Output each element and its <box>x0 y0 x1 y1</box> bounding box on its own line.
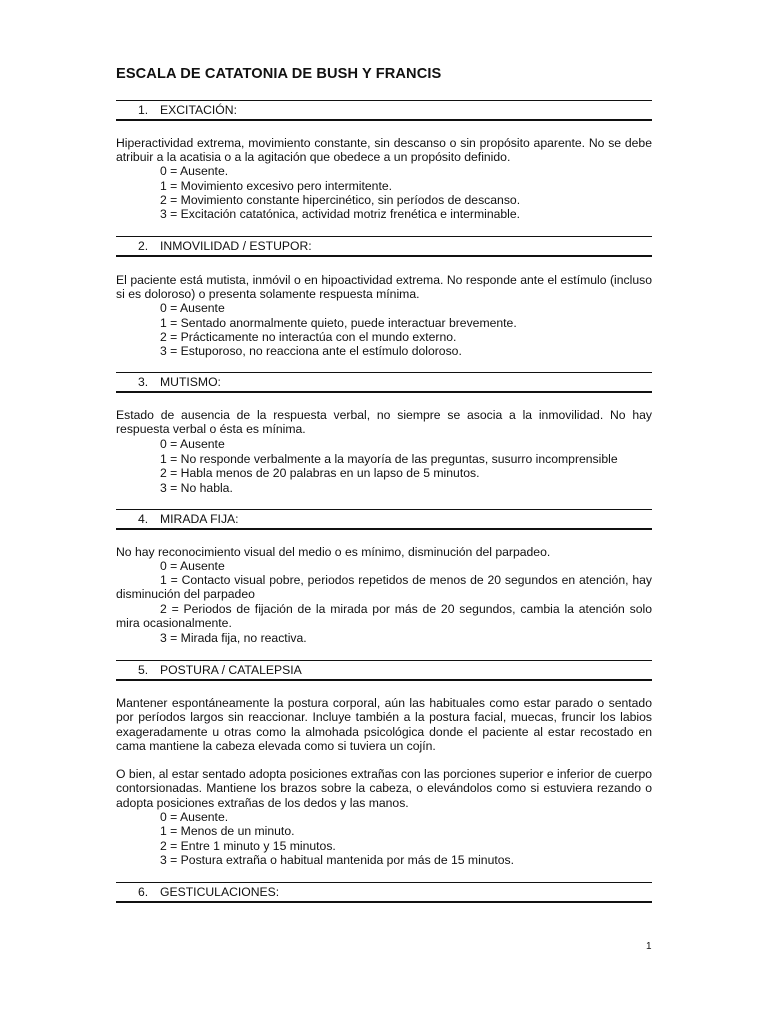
score-option: 0 = Ausente <box>160 301 225 315</box>
section-name: GESTICULACIONES: <box>160 885 280 899</box>
score-option: 3 = Estuporoso, no reacciona ante el estímulo doloroso. <box>160 344 462 358</box>
score-option: 0 = Ausente <box>160 559 225 573</box>
section-description: El paciente está mutista, inmóvil o en hipoactividad extrema. No responde ante el estímulo (incluso si es doloroso) o presenta solamente respuesta mínima. <box>116 273 652 302</box>
score-option: 2 = Periodos de fijación de la mirada por más de 20 segundos, cambia la atención solo mira ocasionalmente. <box>116 602 652 631</box>
score-option: 1 = Sentado anormalmente quieto, puede interactuar brevemente. <box>160 316 517 330</box>
section-description: Mantener espontáneamente la postura corporal, aún las habituales como estar parado o sentado por períodos largos sin reaccionar. Incluye también a la postura facial, muecas, fruncir los labios exageradamente u otras como la almohada psicológica donde el paciente al estar recostado en cama mantiene la cabeza elevada como si tuviera un cojín. <box>116 696 652 753</box>
section-number: 6. <box>138 885 149 899</box>
score-option: 2 = Prácticamente no interactúa con el mundo externo. <box>160 330 457 344</box>
score-option: 3 = No habla. <box>160 481 233 495</box>
score-option: 0 = Ausente. <box>160 164 229 178</box>
score-option: 2 = Movimiento constante hipercinético, sin períodos de descanso. <box>160 193 521 207</box>
section-header-mutismo <box>116 372 652 393</box>
score-option: 1 = Contacto visual pobre, periodos repetidos de menos de 20 segundos en atención, hay disminución del parpadeo <box>116 573 652 602</box>
section-header-inmovilidad <box>116 236 652 257</box>
score-option: 3 = Postura extraña o habitual mantenida por más de 15 minutos. <box>160 853 514 867</box>
score-option: 0 = Ausente. <box>160 810 229 824</box>
section-header-gesticulaciones <box>116 882 652 903</box>
page-number: 1 <box>646 941 652 952</box>
section-header-postura <box>116 660 652 681</box>
score-option: 0 = Ausente <box>160 437 225 451</box>
score-option: 3 = Mirada fija, no reactiva. <box>160 631 307 645</box>
score-option: 1 = Menos de un minuto. <box>160 824 295 838</box>
section-number: 1. <box>138 103 149 117</box>
section-name: POSTURA / CATALEPSIA <box>160 663 302 677</box>
section-header-excitacion <box>116 100 652 121</box>
score-option: 3 = Excitación catatónica, actividad motriz frenética e interminable. <box>160 207 521 221</box>
section-name: MIRADA FIJA: <box>160 512 239 526</box>
section-description-continued: O bien, al estar sentado adopta posiciones extrañas con las porciones superior e inferior de cuerpo contorsionadas. Mantiene los brazos sobre la cabeza, o elevándolos como si estuviera rezando o adopta posiciones extrañas de los dedos y las manos. <box>116 767 652 810</box>
section-number: 3. <box>138 375 149 389</box>
score-option: 1 = Movimiento excesivo pero intermitente. <box>160 179 393 193</box>
section-name: EXCITACIÓN: <box>160 103 237 117</box>
section-number: 2. <box>138 239 149 253</box>
section-description: Estado de ausencia de la respuesta verbal, no siempre se asocia a la inmovilidad. No hay respuesta verbal o ésta es mínima. <box>116 408 652 437</box>
section-description: No hay reconocimiento visual del medio o es mínimo, disminución del parpadeo. <box>116 545 551 559</box>
section-name: INMOVILIDAD / ESTUPOR: <box>160 239 312 253</box>
score-option: 1 = No responde verbalmente a la mayoría de las preguntas, susurro incomprensible <box>160 452 618 466</box>
score-option: 2 = Entre 1 minuto y 15 minutos. <box>160 839 336 853</box>
score-option: 2 = Habla menos de 20 palabras en un lapso de 5 minutos. <box>160 466 480 480</box>
section-description: Hiperactividad extrema, movimiento constante, sin descanso o sin propósito aparente. No se debe atribuir a la acatisia o a la agitación que obedece a un propósito definido. <box>116 136 652 165</box>
section-number: 4. <box>138 512 149 526</box>
document-title: ESCALA DE CATATONIA DE BUSH Y FRANCIS <box>116 66 442 82</box>
section-header-mirada-fija <box>116 509 652 530</box>
section-number: 5. <box>138 663 149 677</box>
section-name: MUTISMO: <box>160 375 221 389</box>
